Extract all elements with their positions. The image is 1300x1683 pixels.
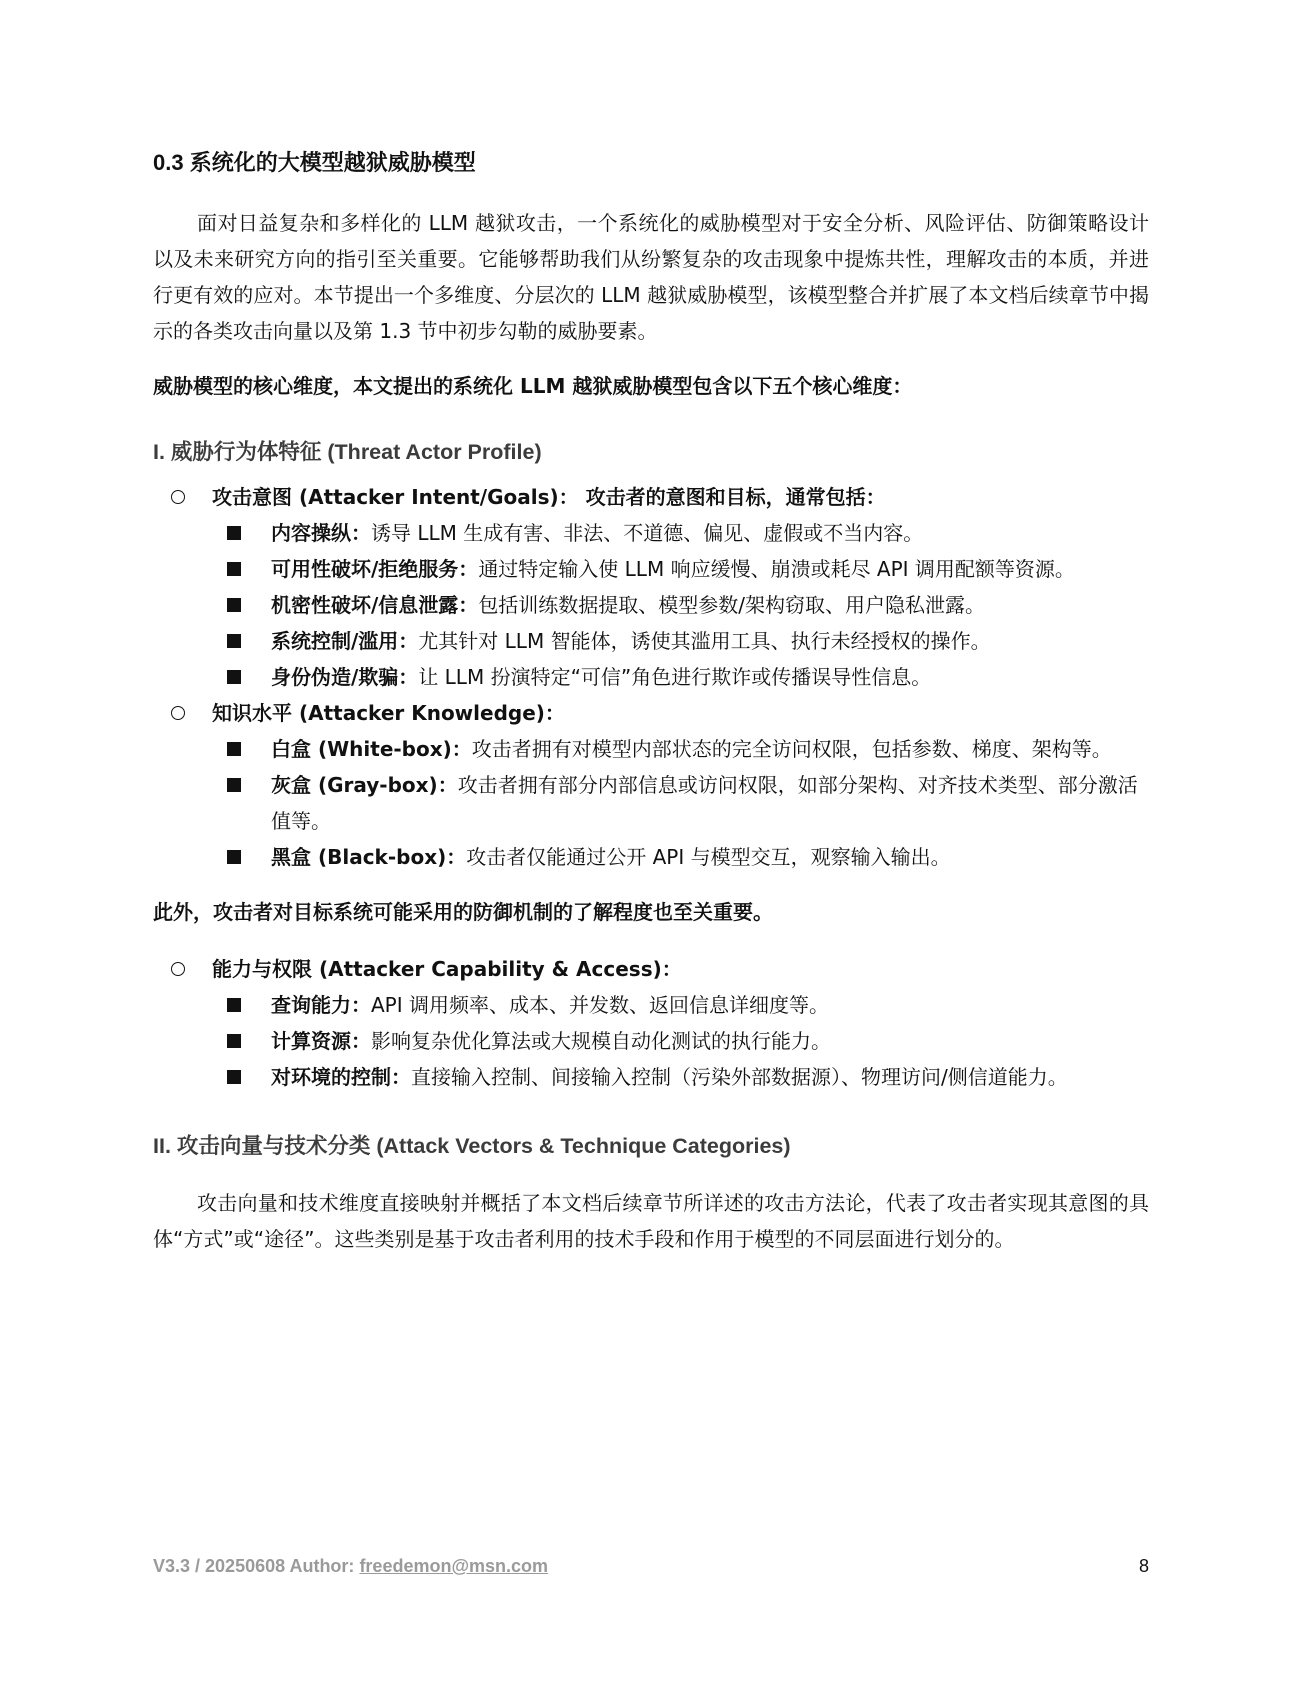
sub-item-text: 攻击者拥有部分内部信息或访问权限，如部分架构、对齐技术类型、部分激活值等。 [271,772,1138,833]
capability-list [153,951,1149,1095]
intro-paragraph: 面对日益复杂和多样化的 LLM 越狱攻击，一个系统化的威胁模型对于安全分析、风险评估、防御策略设计以及未来研究方向的指引至关重要。它能够帮助我们从纷繁复杂的攻击现象中提炼共性，理解攻击的本质，并进行更有效的应对。本节提出一个多维度、分层次的 LLM 越狱威胁模型，该模型整合并扩展了本文档后续章节中揭示的各类攻击向量以及第 1.3 节中初步勾勒的威胁要素。 [153,210,1149,343]
list-item-capability-sub [153,1023,1149,1059]
square-bullet-icon [227,562,241,576]
part1-heading: I. 威胁行为体特征 (Threat Actor Profile) [153,439,542,464]
page-footer [153,1556,1149,1577]
sub-item-text: 攻击者仅能通过公开 API 与模型交互，观察输入输出。 [466,844,951,869]
part2-paragraph: 攻击向量和技术维度直接映射并概括了本文档后续章节所详述的攻击方法论，代表了攻击者实现其意图的具体“方式”或“途径”。这些类别是基于攻击者利用的技术手段和作用于模型的不同层面进行划分的。 [153,1190,1149,1251]
author-email-link[interactable]: freedemon@msn.com [359,1556,549,1576]
square-bullet-icon [227,778,241,792]
sub-item-text: 通过特定输入使 LLM 响应缓慢、崩溃或耗尽 API 调用配额等资源。 [478,556,1075,581]
sub-item-label: 计算资源： [271,1028,371,1053]
list-item-knowledge [153,695,1149,731]
sub-item-label: 对环境的控制： [271,1064,411,1089]
page-number: 8 [1138,1556,1149,1576]
defense-knowledge-note: 此外，攻击者对目标系统可能采用的防御机制的了解程度也至关重要。 [153,899,773,924]
sub-item-label: 系统控制/滥用： [271,628,419,653]
sub-item-text: 让 LLM 扮演特定“可信”角色进行欺诈或传播误导性信息。 [418,664,932,689]
sub-item-label: 内容操纵： [271,520,371,545]
square-bullet-icon [227,1070,241,1084]
capability-label: 能力与权限 (Attacker Capability & Access)： [212,956,682,981]
sub-item-text: 影响复杂优化算法或大规模自动化测试的执行能力。 [371,1028,831,1053]
square-bullet-icon [227,998,241,1012]
list-item-intent [153,479,1149,515]
square-bullet-icon [227,742,241,756]
sub-item-text: 直接输入控制、间接输入控制（污染外部数据源）、物理访问/侧信道能力。 [411,1064,1068,1089]
list-item-knowledge-sub [153,767,1149,839]
hollow-circle-bullet-icon [171,706,185,720]
square-bullet-icon [227,598,241,612]
square-bullet-icon [227,634,241,648]
part2-heading: II. 攻击向量与技术分类 (Attack Vectors & Technique Categories) [153,1133,791,1158]
square-bullet-icon [227,850,241,864]
list-item-intent-sub [153,551,1149,587]
core-dimensions-line: 威胁模型的核心维度，本文提出的系统化 LLM 越狱威胁模型包含以下五个核心维度： [153,373,913,398]
list-item-knowledge-sub [153,839,1149,875]
sub-item-label: 可用性破坏/拒绝服务： [271,556,479,581]
sub-item-label: 白盒 (White-box)： [271,736,472,761]
sub-item-label: 查询能力： [271,992,371,1017]
threat-actor-list [153,479,1149,875]
square-bullet-icon [227,1034,241,1048]
square-bullet-icon [227,526,241,540]
sub-item-text: 诱导 LLM 生成有害、非法、不道德、偏见、虚假或不当内容。 [371,520,924,545]
document-page [153,148,1149,1257]
hollow-circle-bullet-icon [171,490,185,504]
footer-version: V3.3 / 20250608 Author: [153,1556,360,1576]
intent-label: 攻击意图 (Attacker Intent/Goals)： [212,484,579,509]
sub-item-text: 尤其针对 LLM 智能体，诱使其滥用工具、执行未经授权的操作。 [418,628,991,653]
sub-item-label: 灰盒 (Gray-box)： [271,772,458,797]
list-item-intent-sub [153,587,1149,623]
intent-desc: 攻击者的意图和目标，通常包括： [578,484,886,509]
knowledge-label: 知识水平 (Attacker Knowledge)： [212,700,565,725]
sub-item-label: 黑盒 (Black-box)： [271,844,467,869]
list-item-capability-sub [153,1059,1149,1095]
list-item-intent-sub [153,623,1149,659]
sub-item-text: 攻击者拥有对模型内部状态的完全访问权限，包括参数、梯度、架构等。 [471,736,1112,761]
list-item-intent-sub [153,515,1149,551]
sub-item-label: 机密性破坏/信息泄露： [271,592,479,617]
sub-item-text: API 调用频率、成本、并发数、返回信息详细度等。 [371,992,829,1017]
list-item-knowledge-sub [153,731,1149,767]
list-item-intent-sub [153,659,1149,695]
sub-item-label: 身份伪造/欺骗： [271,664,419,689]
list-item-capability [153,951,1149,987]
section-title: 0.3 系统化的大模型越狱威胁模型 [153,150,476,175]
hollow-circle-bullet-icon [171,962,185,976]
sub-item-text: 包括训练数据提取、模型参数/架构窃取、用户隐私泄露。 [478,592,986,617]
square-bullet-icon [227,670,241,684]
list-item-capability-sub [153,987,1149,1023]
